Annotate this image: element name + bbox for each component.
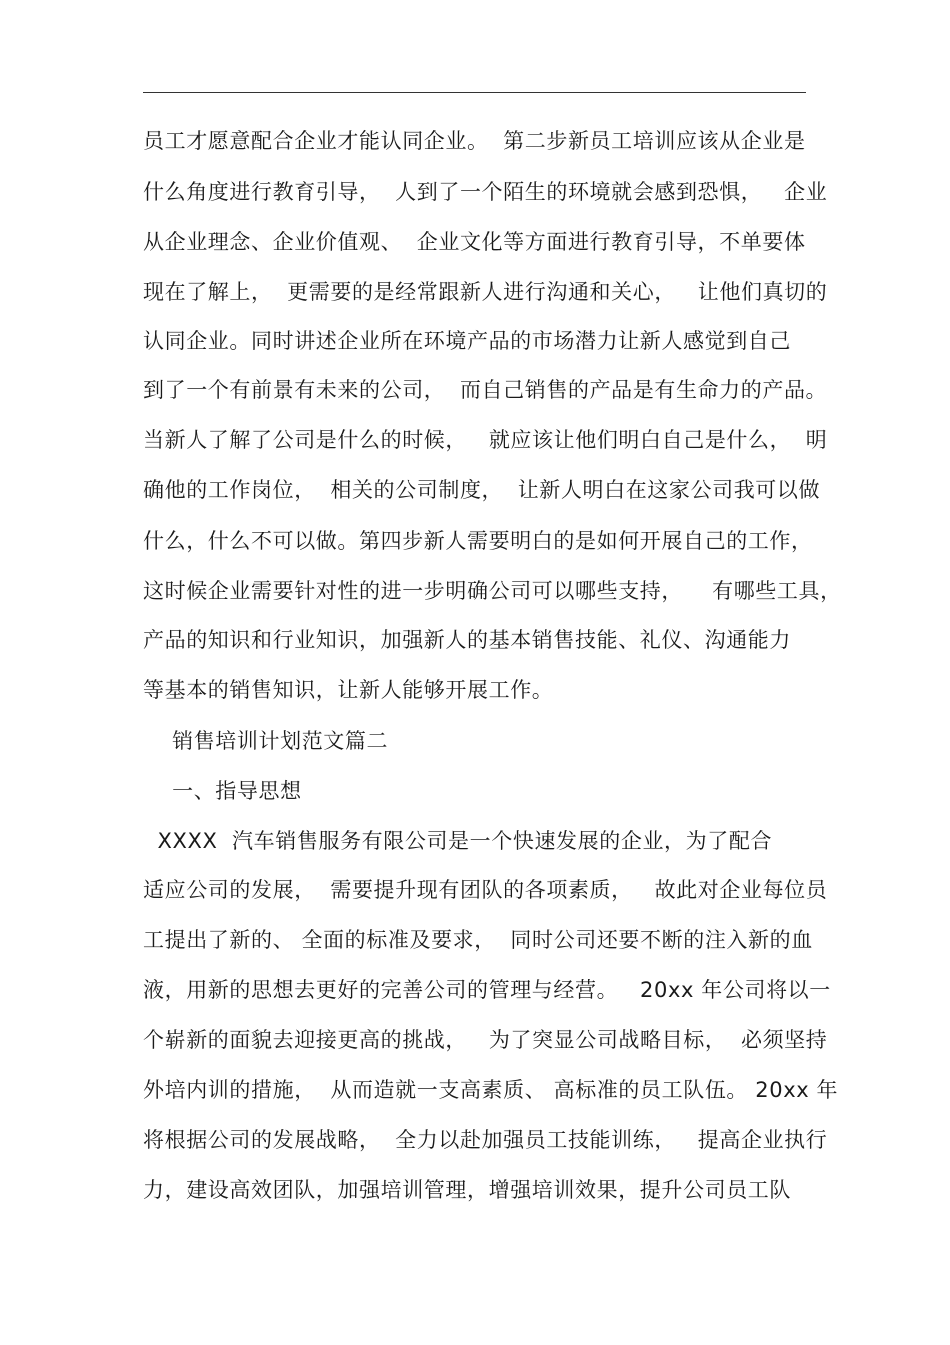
text-line: 什么角度进行教育引导， 人到了一个陌生的环境就会感到恐惧， 企业 — [143, 180, 828, 204]
text-line: 等基本的销售知识，让新人能够开展工作。 — [143, 678, 554, 702]
text-line: 外培内训的措施， 从而造就一支高素质、 高标准的员工队伍。 20xx 年 — [143, 1078, 839, 1102]
text-line: 员工才愿意配合企业才能认同企业。 第二步新员工培训应该从企业是 — [143, 129, 806, 153]
text-line: 什么，什么不可以做。第四步新人需要明白的是如何开展自己的工作， — [143, 529, 813, 553]
text-line: 确他的工作岗位， 相关的公司制度， 让新人明白在这家公司我可以做 — [143, 478, 821, 502]
text-line: 这时候企业需要针对性的进一步明确公司可以哪些支持， 有哪些工具， — [143, 579, 842, 603]
text-line: 现在了解上， 更需要的是经常跟新人进行沟通和关心， 让他们真切的 — [143, 280, 828, 304]
text-line: 个崭新的面貌去迎接更高的挑战， 为了突显公司战略目标， 必须坚持 — [143, 1028, 828, 1052]
section-heading: 一、指导思想 — [143, 779, 302, 803]
text-line: XXXX 汽车销售服务有限公司是一个快速发展的企业，为了配合 — [143, 829, 773, 853]
text-line: 产品的知识和行业知识，加强新人的基本销售技能、礼仪、沟通能力 — [143, 628, 791, 652]
text-line: 到了一个有前景有未来的公司， 而自己销售的产品是有生命力的产品。 — [143, 378, 828, 402]
section-title: 销售培训计划范文篇二 — [143, 729, 389, 753]
text-line: 力，建设高效团队，加强培训管理，增强培训效果，提升公司员工队 — [143, 1178, 791, 1202]
text-line: 适应公司的发展， 需要提升现有团队的各项素质， 故此对企业每位员 — [143, 878, 828, 902]
text-line: 认同企业。同时讲述企业所在环境产品的市场潜力让新人感觉到自己 — [143, 329, 791, 353]
text-line: 工提出了新的、 全面的标准及要求， 同时公司还要不断的注入新的血 — [143, 928, 813, 952]
text-line: 当新人了解了公司是什么的时候， 就应该让他们明白自己是什么， 明 — [143, 428, 828, 452]
header-rule — [143, 92, 806, 93]
text-line: 从企业理念、企业价值观、 企业文化等方面进行教育引导，不单要体 — [143, 230, 806, 254]
text-line: 液，用新的思想去更好的完善公司的管理与经营。 20xx 年公司将以一 — [143, 978, 831, 1002]
text-line: 将根据公司的发展战略， 全力以赴加强员工技能训练， 提高企业执行 — [143, 1128, 828, 1152]
